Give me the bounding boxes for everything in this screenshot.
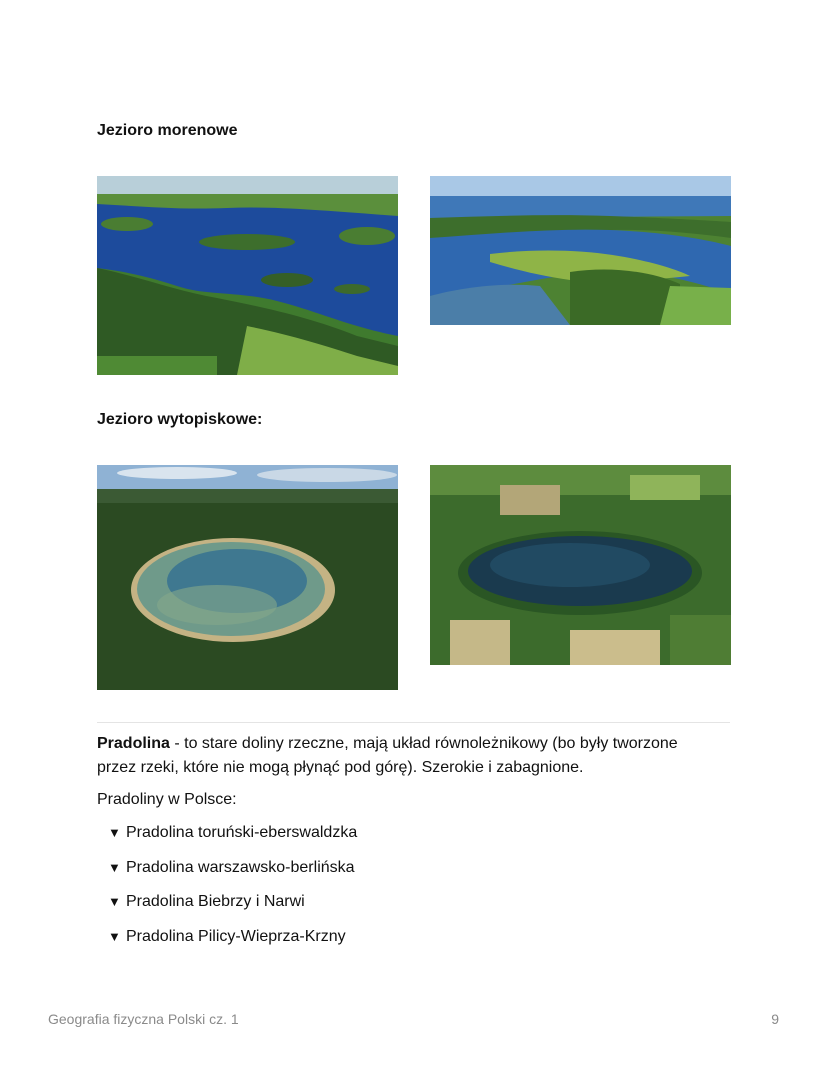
triangle-down-icon: ▼ [108, 825, 121, 840]
pradolina-definition-line2: przez rzeki, które nie mogą płynąć pod górę). Szerokie i zabagnione. [97, 759, 584, 776]
pradolina-definition [97, 732, 737, 780]
page-number: 9 [771, 1011, 779, 1027]
triangle-down-icon: ▼ [108, 928, 121, 944]
list-item [108, 891, 357, 926]
heading-meltwater-lake: Jezioro wytopiskowe: [97, 411, 263, 428]
pradolina-definition-line1: - to stare doliny rzeczne, mają układ równoleżnikowy (bo były tworzone [169, 735, 678, 752]
footer-title: Geografia fizyczna Polski cz. 1 [48, 1011, 239, 1027]
moraine-lake-photo-2 [430, 176, 731, 325]
list-item [108, 926, 357, 961]
heading-moraine-lake: Jezioro morenowe [97, 122, 238, 139]
moraine-lake-photo-1 [97, 176, 398, 375]
triangle-down-icon: ▼ [108, 894, 121, 909]
list-item-label: Pradolina Pilicy-Wieprza-Krzny [126, 927, 346, 945]
list-item [108, 857, 357, 892]
kettle-lake-photo-1 [97, 465, 398, 690]
pradolina-term: Pradolina [97, 735, 170, 752]
triangle-down-icon: ▼ [108, 859, 121, 875]
list-item [108, 822, 357, 857]
list-item-label: Pradolina Biebrzy i Narwi [126, 893, 305, 910]
list-item-label: Pradolina toruński-eberswaldzka [126, 824, 358, 841]
list-item-label: Pradolina warszawsko-berlińska [126, 858, 355, 876]
section-divider [97, 722, 730, 723]
pradoliny-list-intro: Pradoliny w Polsce: [97, 791, 237, 808]
pradoliny-list [108, 822, 357, 960]
kettle-lake-photo-2 [430, 465, 731, 665]
